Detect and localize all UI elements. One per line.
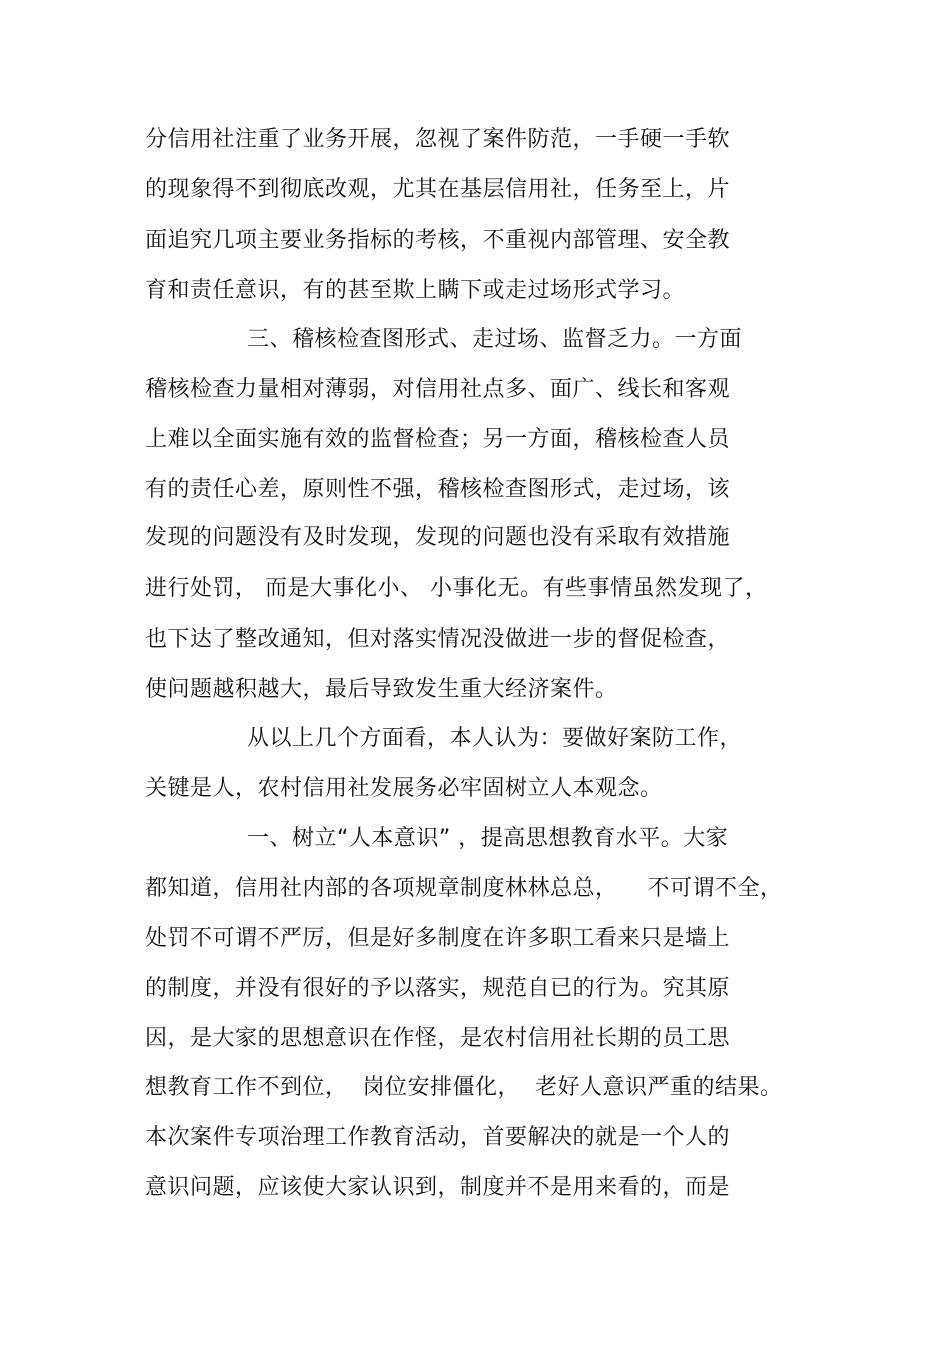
text-line: 上难以全面实施有效的监督检查；另一方面，稽核检查人员: [145, 427, 731, 452]
text-line: 使问题越积越大，最后导致发生重大经济案件。: [145, 677, 618, 702]
text-line: 意识问题，应该使大家认识到，制度并不是用来看的，而是: [145, 1175, 731, 1200]
paragraph-first-line: 一、树立“人本意识” ，提高思想教育水平。大家: [247, 826, 729, 851]
text-line: 进行处罚， 而是大事化小、 小事化无。有些事情虽然发现了，: [145, 576, 768, 601]
paragraph-first-line: 从以上几个方面看，本人认为：要做好案防工作，: [247, 726, 743, 751]
text-line: 因，是大家的思想意识在作怪，是农村信用社长期的员工思: [145, 1026, 731, 1051]
text-line: 稽核检查力量相对薄弱，对信用社点多、面广、线长和客观: [145, 377, 731, 402]
text-line: 的现象得不到彻底改观，尤其在基层信用社，任务至上，片: [145, 177, 731, 202]
text-line: 面追究几项主要业务指标的考核，不重视内部管理、安全教: [145, 228, 731, 253]
text-line: 的制度，并没有很好的予以落实，规范自已的行为。究其原: [145, 976, 731, 1001]
text-line: 有的责任心差，原则性不强，稽核检查图形式，走过场，该: [145, 477, 731, 502]
text-line: 想教育工作不到位， 岗位安排僵化， 老好人意识严重的结果。: [145, 1075, 783, 1100]
text-line: 都知道，信用社内部的各项规章制度林林总总， 不可谓不全，: [145, 876, 783, 901]
text-line: 本次案件专项治理工作教育活动，首要解决的就是一个人的: [145, 1125, 731, 1150]
text-line: 发现的问题没有及时发现，发现的问题也没有采取有效措施: [145, 525, 731, 550]
text-line: 分信用社注重了业务开展，忽视了案件防范，一手硬一手软: [145, 127, 731, 152]
text-line: 育和责任意识，有的甚至欺上瞒下或走过场形式学习。: [145, 278, 686, 303]
paragraph-first-line: 三、稽核检查图形式、走过场、监督乏力。一方面: [247, 327, 743, 352]
text-line: 关键是人，农村信用社发展务必牢固树立人本观念。: [145, 776, 663, 801]
text-line: 也下达了整改通知，但对落实情况没做进一步的督促检查，: [145, 627, 731, 652]
text-line: 处罚不可谓不严厉，但是好多制度在许多职工看来只是墙上: [145, 926, 731, 951]
